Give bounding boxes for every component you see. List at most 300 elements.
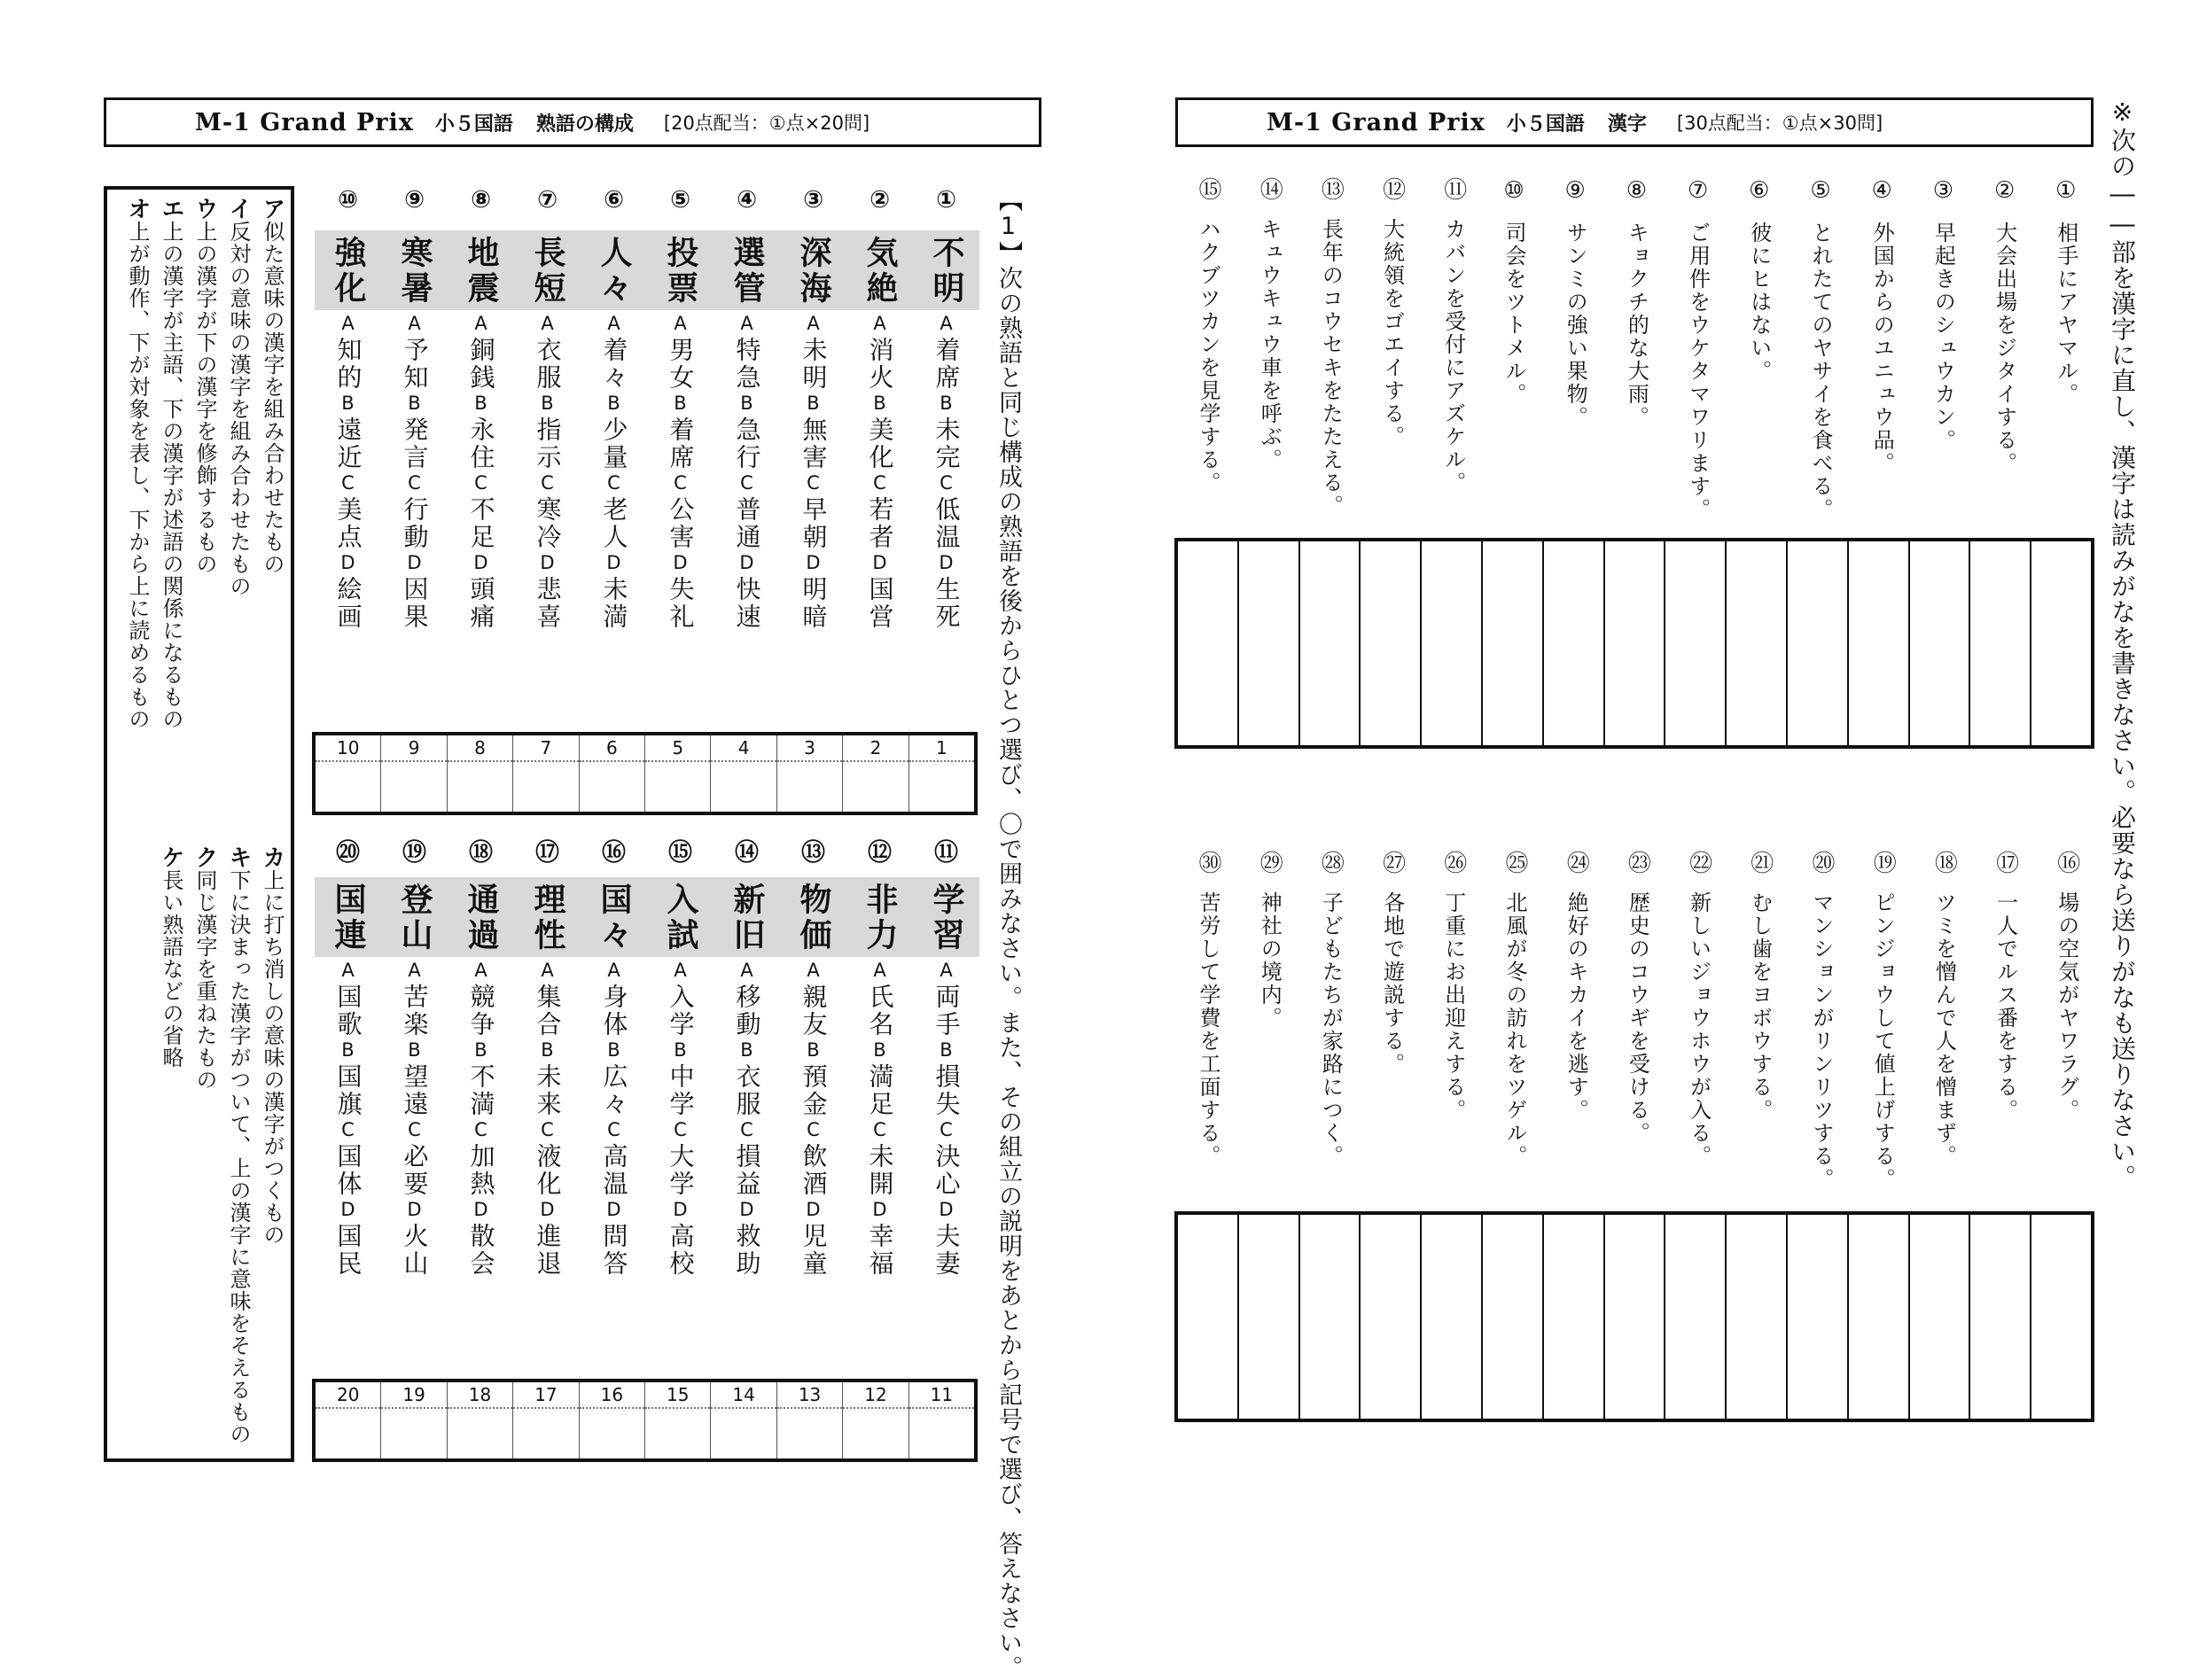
kanji-question <box>1253 177 1286 471</box>
answer-cell[interactable] <box>644 1382 710 1458</box>
option-d[interactable] <box>647 1201 714 1278</box>
option-b[interactable] <box>780 394 846 471</box>
answer-cell-number: 17 <box>534 1384 558 1405</box>
answer-cell[interactable] <box>710 1382 776 1458</box>
answer-cell-number: 7 <box>540 737 552 758</box>
option-word: 公害 <box>666 496 696 551</box>
option-word: 国旗 <box>333 1063 363 1118</box>
answer-cell[interactable] <box>1237 541 1298 745</box>
answer-cell-divider <box>513 760 578 762</box>
option-letter: C <box>940 1119 953 1140</box>
option-letter: B <box>541 393 554 414</box>
option-d[interactable] <box>448 554 514 631</box>
question-text: キョクチ的な大雨。 <box>1624 222 1649 429</box>
option-a[interactable] <box>846 315 913 392</box>
question-number: ⑧ <box>471 186 491 214</box>
option-word: 幸福 <box>865 1223 895 1278</box>
option-c[interactable] <box>315 474 381 551</box>
answer-cell-divider <box>777 1407 842 1409</box>
answer-cell-number: 2 <box>869 737 882 758</box>
option-letter: A <box>607 960 620 981</box>
option-letter: C <box>674 472 687 494</box>
option-word: 遠近 <box>333 416 363 471</box>
answer-cell[interactable] <box>1298 541 1360 745</box>
option-d[interactable] <box>647 554 714 631</box>
option-a[interactable] <box>448 315 514 392</box>
option-b[interactable] <box>913 1041 979 1118</box>
answer-cell[interactable] <box>447 1382 512 1458</box>
answer-grid-kanji-top[interactable] <box>1174 538 2094 749</box>
answer-cell-number: 13 <box>798 1384 822 1405</box>
answer-cell[interactable] <box>1298 1215 1360 1419</box>
answer-cell-divider <box>580 1407 644 1409</box>
answer-cell[interactable] <box>447 735 512 812</box>
option-c[interactable] <box>381 474 448 551</box>
option-d[interactable] <box>846 554 913 631</box>
legend-text: 上の漢字が主語、下の漢字が述語の関係になるもの <box>159 221 183 730</box>
option-word: 夫妻 <box>932 1223 962 1278</box>
answer-cell[interactable] <box>1786 1215 1847 1419</box>
kanji-question <box>1438 851 1470 1122</box>
question-number: ⑪ <box>1439 177 1467 202</box>
answer-cell-divider <box>645 760 710 762</box>
answer-cell[interactable] <box>512 1382 578 1458</box>
option-c[interactable] <box>647 1121 714 1198</box>
option-b[interactable] <box>581 1041 647 1118</box>
answer-cell-number: 8 <box>474 737 486 758</box>
answer-cell[interactable] <box>380 735 446 812</box>
kanji-question <box>1744 177 1775 383</box>
option-a[interactable] <box>780 315 846 392</box>
option-word: 無害 <box>799 416 829 471</box>
option-b[interactable] <box>315 1041 381 1118</box>
target-compound-word: 国連 <box>330 883 366 953</box>
option-word: 散会 <box>466 1223 496 1278</box>
option-letter: B <box>740 393 753 414</box>
option-c[interactable] <box>581 1121 647 1198</box>
legend-text: 下に決まった漢字がついて、上の漢字に意味をそえるもの <box>226 869 251 1445</box>
option-b[interactable] <box>448 1041 514 1118</box>
option-letter: D <box>739 552 754 573</box>
answer-cell-divider <box>843 1407 908 1409</box>
option-letter: C <box>740 472 753 494</box>
answer-cell[interactable] <box>2030 1215 2091 1419</box>
answer-cell[interactable] <box>1420 1215 1481 1419</box>
option-word: 行動 <box>400 496 430 551</box>
option-b[interactable] <box>846 1041 913 1118</box>
answer-cell[interactable] <box>2030 541 2091 745</box>
option-word: 集合 <box>533 984 563 1038</box>
question-text: ツミを憎んで人を憎まず。 <box>1931 891 1957 1168</box>
question-number: ⑦ <box>537 186 558 214</box>
option-letter: C <box>674 1119 687 1140</box>
target-compound-word: 新旧 <box>729 883 765 953</box>
option-a[interactable] <box>514 315 581 392</box>
answer-cell-divider <box>381 760 446 762</box>
option-d[interactable] <box>780 554 846 631</box>
answer-cell-divider <box>711 1407 776 1409</box>
legend-key: カ <box>259 845 285 869</box>
option-letter: D <box>606 1199 621 1220</box>
answer-cell-divider <box>381 1407 446 1409</box>
question-number: ⑬ <box>1317 177 1345 202</box>
legend-key: ウ <box>191 197 218 221</box>
option-word: 児童 <box>799 1223 829 1278</box>
option-c[interactable] <box>714 474 780 551</box>
question-number: ① <box>936 186 956 214</box>
structure-legend <box>104 186 294 1462</box>
option-c[interactable] <box>846 1121 913 1198</box>
option-b[interactable] <box>514 1041 581 1118</box>
answer-cell[interactable] <box>1542 541 1603 745</box>
answer-cell[interactable] <box>1420 541 1481 745</box>
option-letter: C <box>408 1119 421 1140</box>
answer-cell[interactable] <box>1603 1215 1665 1419</box>
option-a[interactable] <box>913 961 979 1038</box>
kanji-compound-questions-bottom <box>315 833 979 1462</box>
option-a[interactable] <box>714 315 780 392</box>
option-d[interactable] <box>448 1201 514 1278</box>
kanji-question <box>1621 851 1654 1145</box>
option-letter: B <box>341 1039 355 1061</box>
legend-item <box>155 197 188 730</box>
legend-item <box>155 845 188 1069</box>
option-d[interactable] <box>315 1201 381 1278</box>
kanji-question <box>1990 851 2023 1122</box>
option-word: 加熱 <box>466 1143 496 1198</box>
option-a[interactable] <box>647 315 714 392</box>
option-b[interactable] <box>448 394 514 471</box>
option-c[interactable] <box>315 1121 381 1198</box>
option-letter: B <box>740 1039 753 1061</box>
left-points-label: [20点配当：①点×20問] <box>663 113 870 134</box>
question-text: 大統領をゴエイする。 <box>1379 218 1405 448</box>
option-letter: C <box>474 1119 487 1140</box>
answer-cell[interactable] <box>1359 1215 1420 1419</box>
target-compound-word: 地震 <box>463 236 499 307</box>
answer-cell[interactable] <box>380 1382 446 1458</box>
answer-cell-divider <box>843 760 908 762</box>
answer-cell-divider <box>448 1407 512 1409</box>
option-word: 指示 <box>533 416 563 471</box>
option-word: 大学 <box>666 1143 696 1198</box>
question-text: 各地で遊説する。 <box>1379 891 1405 1076</box>
answer-cell[interactable] <box>644 735 710 812</box>
option-b[interactable] <box>714 394 780 471</box>
answer-cell[interactable] <box>1542 1215 1603 1419</box>
option-d[interactable] <box>581 1201 647 1278</box>
option-a[interactable] <box>381 961 448 1038</box>
answer-cell[interactable] <box>1725 541 1786 745</box>
option-a[interactable] <box>514 961 581 1038</box>
legend-item <box>222 197 255 597</box>
question-number: ⑮ <box>668 839 692 867</box>
option-a[interactable] <box>581 315 647 392</box>
option-word: 火山 <box>400 1223 430 1278</box>
option-a[interactable] <box>647 961 714 1038</box>
option-c[interactable] <box>514 474 581 551</box>
kanji-question <box>1314 851 1347 1168</box>
option-letter: C <box>541 1119 554 1140</box>
answer-cell[interactable] <box>1847 1215 1908 1419</box>
answer-cell[interactable] <box>1786 541 1847 745</box>
option-c[interactable] <box>780 474 846 551</box>
question-number: ② <box>1991 177 2018 206</box>
question-text: 北風が冬の訪れをツゲル。 <box>1502 891 1527 1168</box>
question-number: ⑥ <box>1745 177 1773 206</box>
option-word: 未満 <box>599 576 629 631</box>
answer-cell[interactable] <box>842 1382 908 1458</box>
option-word: 知的 <box>333 337 363 392</box>
kanji-reading-questions-bottom <box>1174 851 2096 1205</box>
answer-cell[interactable] <box>908 1382 974 1458</box>
option-letter: A <box>541 313 554 334</box>
question-text: サンミの強い果物。 <box>1563 222 1588 429</box>
answer-cell-divider <box>316 1407 380 1409</box>
option-letter: A <box>341 313 355 334</box>
option-b[interactable] <box>647 1041 714 1118</box>
kanji-question <box>1499 177 1530 406</box>
option-word: 因果 <box>400 576 430 631</box>
option-letter: B <box>940 393 953 414</box>
option-c[interactable] <box>381 1121 448 1198</box>
option-d[interactable] <box>315 554 381 631</box>
option-word: 未完 <box>932 416 962 471</box>
option-letter: C <box>873 472 886 494</box>
option-a[interactable] <box>315 315 381 392</box>
option-c[interactable] <box>913 474 979 551</box>
kanji-question <box>2051 851 2084 1122</box>
option-b[interactable] <box>714 1041 780 1118</box>
option-a[interactable] <box>448 961 514 1038</box>
target-compound-word: 寒暑 <box>396 236 433 307</box>
question-number: ⑤ <box>670 186 690 214</box>
question-number: ② <box>869 186 890 214</box>
option-b[interactable] <box>514 394 581 471</box>
answer-cell[interactable] <box>710 735 776 812</box>
question-text: 外国からのユニュウ品。 <box>1869 222 1895 475</box>
option-a[interactable] <box>780 961 846 1038</box>
answer-cell[interactable] <box>1664 1215 1725 1419</box>
answer-cell[interactable] <box>1178 541 1237 745</box>
option-a[interactable] <box>913 315 979 392</box>
question-text: 一人でルス番をする。 <box>1992 891 2018 1122</box>
target-compound-word: 登山 <box>396 883 433 953</box>
option-c[interactable] <box>714 1121 780 1198</box>
answer-grid[interactable] <box>312 732 978 815</box>
answer-cell[interactable] <box>1359 541 1420 745</box>
answer-cell[interactable] <box>316 1382 380 1458</box>
answer-cell[interactable] <box>1969 1215 2030 1419</box>
question-number: ⑫ <box>868 839 892 867</box>
kanji-question <box>1928 851 1961 1168</box>
question-number: ⑮ <box>1195 177 1221 202</box>
option-letter: B <box>341 393 355 414</box>
option-c[interactable] <box>581 474 647 551</box>
option-b[interactable] <box>647 394 714 471</box>
question-number: ⑫ <box>1378 177 1406 202</box>
question-text: 神社の境内。 <box>1257 891 1283 1030</box>
option-b[interactable] <box>780 1041 846 1118</box>
answer-cell[interactable] <box>512 735 578 812</box>
question-text: とれたてのヤサイを食べる。 <box>1808 222 1833 521</box>
answer-cell[interactable] <box>842 735 908 812</box>
answer-cell[interactable] <box>579 1382 644 1458</box>
answer-cell[interactable] <box>1969 541 2030 745</box>
left-title-bar <box>104 97 1041 147</box>
answer-cell-number: 11 <box>930 1384 954 1405</box>
option-word: 美点 <box>333 496 363 551</box>
option-letter: D <box>673 1199 688 1220</box>
option-word: 衣服 <box>533 337 563 392</box>
answer-cell-number: 19 <box>402 1384 425 1405</box>
option-word: 中学 <box>666 1063 696 1118</box>
answer-cell[interactable] <box>1481 1215 1542 1419</box>
option-b[interactable] <box>315 394 381 471</box>
answer-cell-divider <box>645 1407 710 1409</box>
question-number: ㉑ <box>1746 851 1774 875</box>
option-b[interactable] <box>381 394 448 471</box>
answer-cell[interactable] <box>776 1382 842 1458</box>
option-word: 特急 <box>732 337 762 392</box>
right-title-bar <box>1175 97 2094 147</box>
question-text: 歴史のコウギを受ける。 <box>1625 891 1650 1145</box>
option-d[interactable] <box>913 554 979 631</box>
option-a[interactable] <box>714 961 780 1038</box>
option-letter: A <box>740 960 753 981</box>
kanji-question <box>1683 177 1714 521</box>
option-d[interactable] <box>714 1201 780 1278</box>
question-text: 長年のコウセキをたたえる。 <box>1318 218 1344 517</box>
option-letter: D <box>407 1199 422 1220</box>
option-letter: D <box>473 1199 488 1220</box>
option-a[interactable] <box>381 315 448 392</box>
option-letter: C <box>740 1119 753 1140</box>
option-letter: A <box>408 960 421 981</box>
answer-cell[interactable] <box>1847 541 1908 745</box>
option-c[interactable] <box>448 1121 514 1198</box>
option-c[interactable] <box>647 474 714 551</box>
left-grade-label: 小５国語 <box>434 113 513 136</box>
kanji-question <box>1376 177 1409 448</box>
answer-cell[interactable] <box>908 735 974 812</box>
option-word: 快速 <box>732 576 762 631</box>
option-b[interactable] <box>913 394 979 471</box>
option-letter: D <box>739 1199 754 1220</box>
option-word: 問答 <box>599 1223 629 1278</box>
answer-grid-kanji-bottom[interactable] <box>1174 1211 2094 1422</box>
question-number: ⑰ <box>1992 851 2019 875</box>
answer-cell-divider <box>580 760 644 762</box>
kanji-question <box>1744 851 1777 1122</box>
answer-cell[interactable] <box>1908 1215 1969 1419</box>
target-compound-word: 深海 <box>795 236 831 307</box>
question-number: ① <box>2052 177 2079 206</box>
option-word: 預金 <box>799 1063 829 1118</box>
option-d[interactable] <box>714 554 780 631</box>
kanji-question <box>1867 851 1899 1191</box>
option-b[interactable] <box>381 1041 448 1118</box>
option-letter: B <box>807 1039 820 1061</box>
legend-item <box>121 197 154 730</box>
option-b[interactable] <box>581 394 647 471</box>
answer-cell[interactable] <box>1178 1215 1237 1419</box>
option-d[interactable] <box>581 554 647 631</box>
option-a[interactable] <box>846 961 913 1038</box>
answer-cell[interactable] <box>1908 541 1969 745</box>
question-number: ㉘ <box>1317 851 1345 875</box>
answer-cell[interactable] <box>776 735 842 812</box>
kanji-question <box>1253 851 1286 1030</box>
kanji-question <box>1805 177 1836 521</box>
option-word: 早朝 <box>799 496 829 551</box>
option-b[interactable] <box>846 394 913 471</box>
answer-cell[interactable] <box>1237 1215 1298 1419</box>
option-c[interactable] <box>846 474 913 551</box>
answer-grid[interactable] <box>312 1379 978 1462</box>
option-a[interactable] <box>581 961 647 1038</box>
target-compound-word: 国々 <box>596 883 632 953</box>
option-letter: B <box>674 1039 687 1061</box>
option-c[interactable] <box>913 1121 979 1198</box>
option-a[interactable] <box>315 961 381 1038</box>
answer-cell[interactable] <box>1603 541 1665 745</box>
option-letter: A <box>474 313 487 334</box>
kanji-question <box>1867 177 1898 475</box>
question-number: ⑰ <box>535 839 559 867</box>
kanji-compound-questions-top <box>315 186 979 815</box>
option-c[interactable] <box>514 1121 581 1198</box>
option-d[interactable] <box>381 1201 448 1278</box>
option-d[interactable] <box>846 1201 913 1278</box>
question-number: ㉖ <box>1439 851 1467 875</box>
option-letter: A <box>873 960 886 981</box>
option-letter: C <box>341 1119 355 1140</box>
right-section-label: 漢字 <box>1607 113 1647 136</box>
option-c[interactable] <box>780 1121 846 1198</box>
option-letter: B <box>873 393 886 414</box>
answer-cell[interactable] <box>1481 541 1542 745</box>
option-word: 広々 <box>599 1063 629 1118</box>
option-word: 未来 <box>533 1063 563 1118</box>
answer-cell[interactable] <box>1664 541 1725 745</box>
answer-cell[interactable] <box>316 735 380 812</box>
option-d[interactable] <box>913 1201 979 1278</box>
option-d[interactable] <box>381 554 448 631</box>
option-c[interactable] <box>448 474 514 551</box>
option-word: 予知 <box>400 337 430 392</box>
option-word: 液化 <box>533 1143 563 1198</box>
option-word: 男女 <box>666 337 696 392</box>
option-word: 急行 <box>732 416 762 471</box>
question-number: ⑳ <box>1808 851 1835 875</box>
answer-cell[interactable] <box>579 735 644 812</box>
question-number: ④ <box>1868 177 1896 206</box>
option-word: 決心 <box>932 1143 962 1198</box>
legend-item <box>189 845 222 1091</box>
option-word: 損益 <box>732 1143 762 1198</box>
option-d[interactable] <box>780 1201 846 1278</box>
answer-cell[interactable] <box>1725 1215 1786 1419</box>
option-d[interactable] <box>514 1201 581 1278</box>
option-word: 銅銭 <box>466 337 496 392</box>
option-letter: A <box>541 960 554 981</box>
question-text: 新しいジョウホウが入る。 <box>1686 891 1712 1168</box>
option-letter: D <box>939 1199 954 1220</box>
option-d[interactable] <box>514 554 581 631</box>
target-compound-word: 物価 <box>795 883 831 953</box>
question-number: ⑨ <box>1562 177 1589 206</box>
